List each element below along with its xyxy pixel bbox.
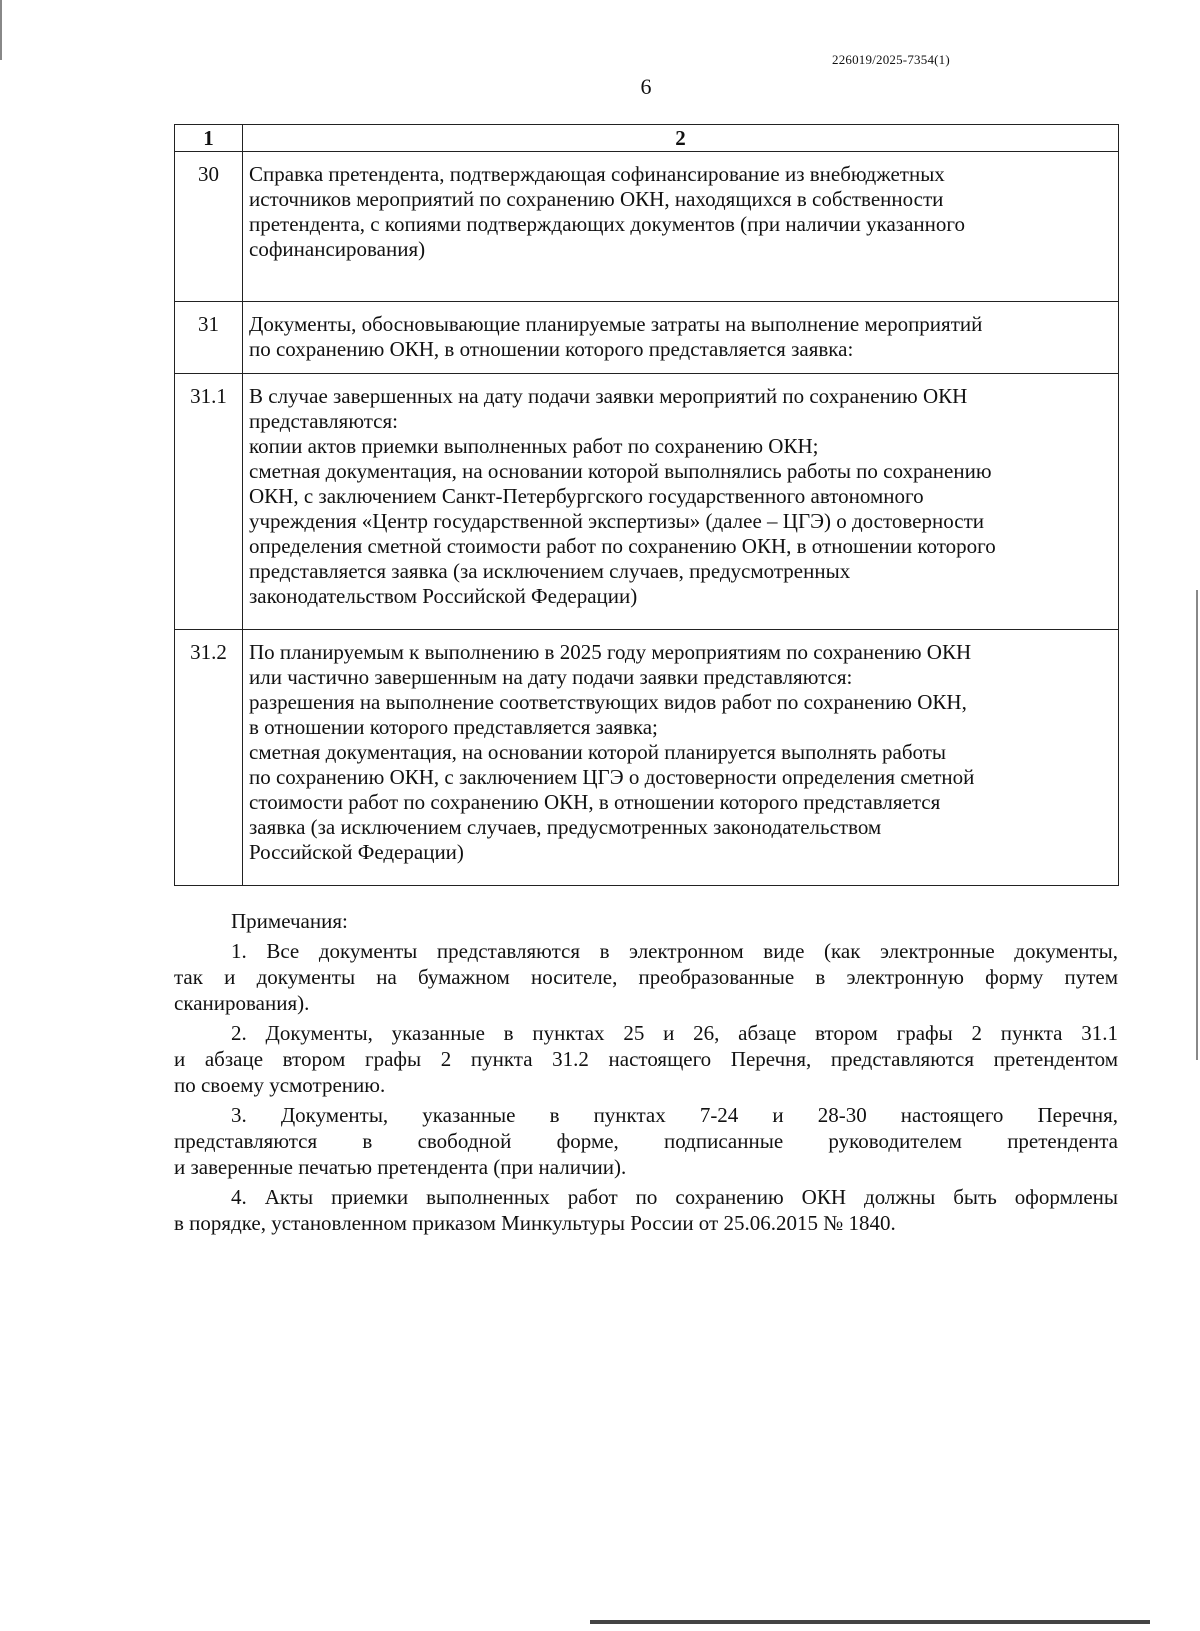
text-line: разрешения на выполнение соответствующих видов работ по сохранению ОКН, [249, 690, 967, 714]
text-line: Российской Федерации) [249, 840, 464, 864]
table-row [175, 152, 1119, 302]
text-line: Справка претендента, подтверждающая софинансирование из внебюджетных [249, 162, 945, 186]
column-header-description: 2 [243, 125, 1119, 152]
note-line: 1. Все документы представляются в электронном виде (как электронные документы, [231, 939, 1118, 963]
text-line: законодательством Российской Федерации) [249, 584, 638, 608]
note-line: и абзаце втором графы 2 пункта 31.2 настоящего Перечня, представляются претендентом [174, 1047, 1118, 1071]
row-number: 31.1 [175, 374, 243, 630]
row-number: 30 [175, 152, 243, 302]
text-line: По планируемым к выполнению в 2025 году мероприятиям по сохранению ОКН [249, 640, 972, 664]
note-item [174, 1102, 1118, 1180]
scan-edge-mark-left [0, 0, 2, 60]
text-line: в отношении которого представляется заявка; [249, 715, 658, 739]
note-line: сканирования). [174, 991, 310, 1015]
notes-title: Примечания: [231, 909, 348, 933]
notes-section [174, 908, 1118, 1240]
row-number: 31.2 [175, 630, 243, 886]
row-description [243, 374, 1119, 630]
text-line: В случае завершенных на дату подачи заявки мероприятий по сохранению ОКН [249, 384, 968, 408]
note-item [174, 1020, 1118, 1098]
note-line: так и документы на бумажном носителе, преобразованные в электронную форму путем [174, 965, 1118, 989]
text-line: стоимости работ по сохранению ОКН, в отношении которого представляется [249, 790, 941, 814]
text-line: по сохранению ОКН, с заключением ЦГЭ о достоверности определения сметной [249, 765, 975, 789]
row-description [243, 302, 1119, 374]
table-row [175, 374, 1119, 630]
document-registration-number: 226019/2025-7354(1) [832, 52, 950, 67]
text-line: сметная документация, на основании которой выполнялись работы по сохранению [249, 459, 992, 483]
row-description [243, 152, 1119, 302]
text-line: по сохранению ОКН, в отношении которого представляется заявка: [249, 337, 854, 361]
text-line: определения сметной стоимости работ по сохранению ОКН, в отношении которого [249, 534, 996, 558]
text-line: представляются: [249, 409, 398, 433]
text-line: сметная документация, на основании которой планируется выполнять работы [249, 740, 947, 764]
text-line: источников мероприятий по сохранению ОКН, находящихся в собственности [249, 187, 944, 211]
note-line: представляются в свободной форме, подписанные руководителем претендента [174, 1129, 1118, 1153]
note-line: 4. Акты приемки выполненных работ по сохранению ОКН должны быть оформлены [231, 1185, 1118, 1209]
row-description [243, 630, 1119, 886]
text-line: софинансирования) [249, 237, 426, 261]
scan-edge-mark-bottom [590, 1620, 1150, 1624]
note-line: в порядке, установленном приказом Минкультуры России от 25.06.2015 № 1840. [174, 1211, 896, 1235]
table-row [175, 302, 1119, 374]
text-line: Документы, обосновывающие планируемые затраты на выполнение мероприятий [249, 312, 983, 336]
text-line: представляется заявка (за исключением случаев, предусмотренных [249, 559, 851, 583]
note-item [174, 1184, 1118, 1236]
table-header-row [175, 125, 1119, 152]
scan-edge-mark-right [1196, 590, 1198, 1060]
text-line: ОКН, с заключением Санкт-Петербургского государственного автономного [249, 484, 924, 508]
text-line: копии актов приемки выполненных работ по сохранению ОКН; [249, 434, 819, 458]
text-line: учреждения «Центр государственной экспертизы» (далее – ЦГЭ) о достоверности [249, 509, 984, 533]
note-line: 3. Документы, указанные в пунктах 7-24 и 28-30 настоящего Перечня, [231, 1103, 1118, 1127]
text-line: претендента, с копиями подтверждающих документов (при наличии указанного [249, 212, 965, 236]
documents-table [174, 124, 1119, 886]
page-number: 6 [640, 74, 652, 99]
table-row [175, 630, 1119, 886]
note-line: по своему усмотрению. [174, 1073, 386, 1097]
text-line: заявка (за исключением случаев, предусмотренных законодательством [249, 815, 882, 839]
text-line: или частично завершенным на дату подачи заявки представляются: [249, 665, 853, 689]
note-line: и заверенные печатью претендента (при наличии). [174, 1155, 627, 1179]
column-header-number: 1 [175, 125, 243, 152]
row-number: 31 [175, 302, 243, 374]
note-line: 2. Документы, указанные в пунктах 25 и 26, абзаце втором графы 2 пункта 31.1 [231, 1021, 1118, 1045]
note-item [174, 938, 1118, 1016]
